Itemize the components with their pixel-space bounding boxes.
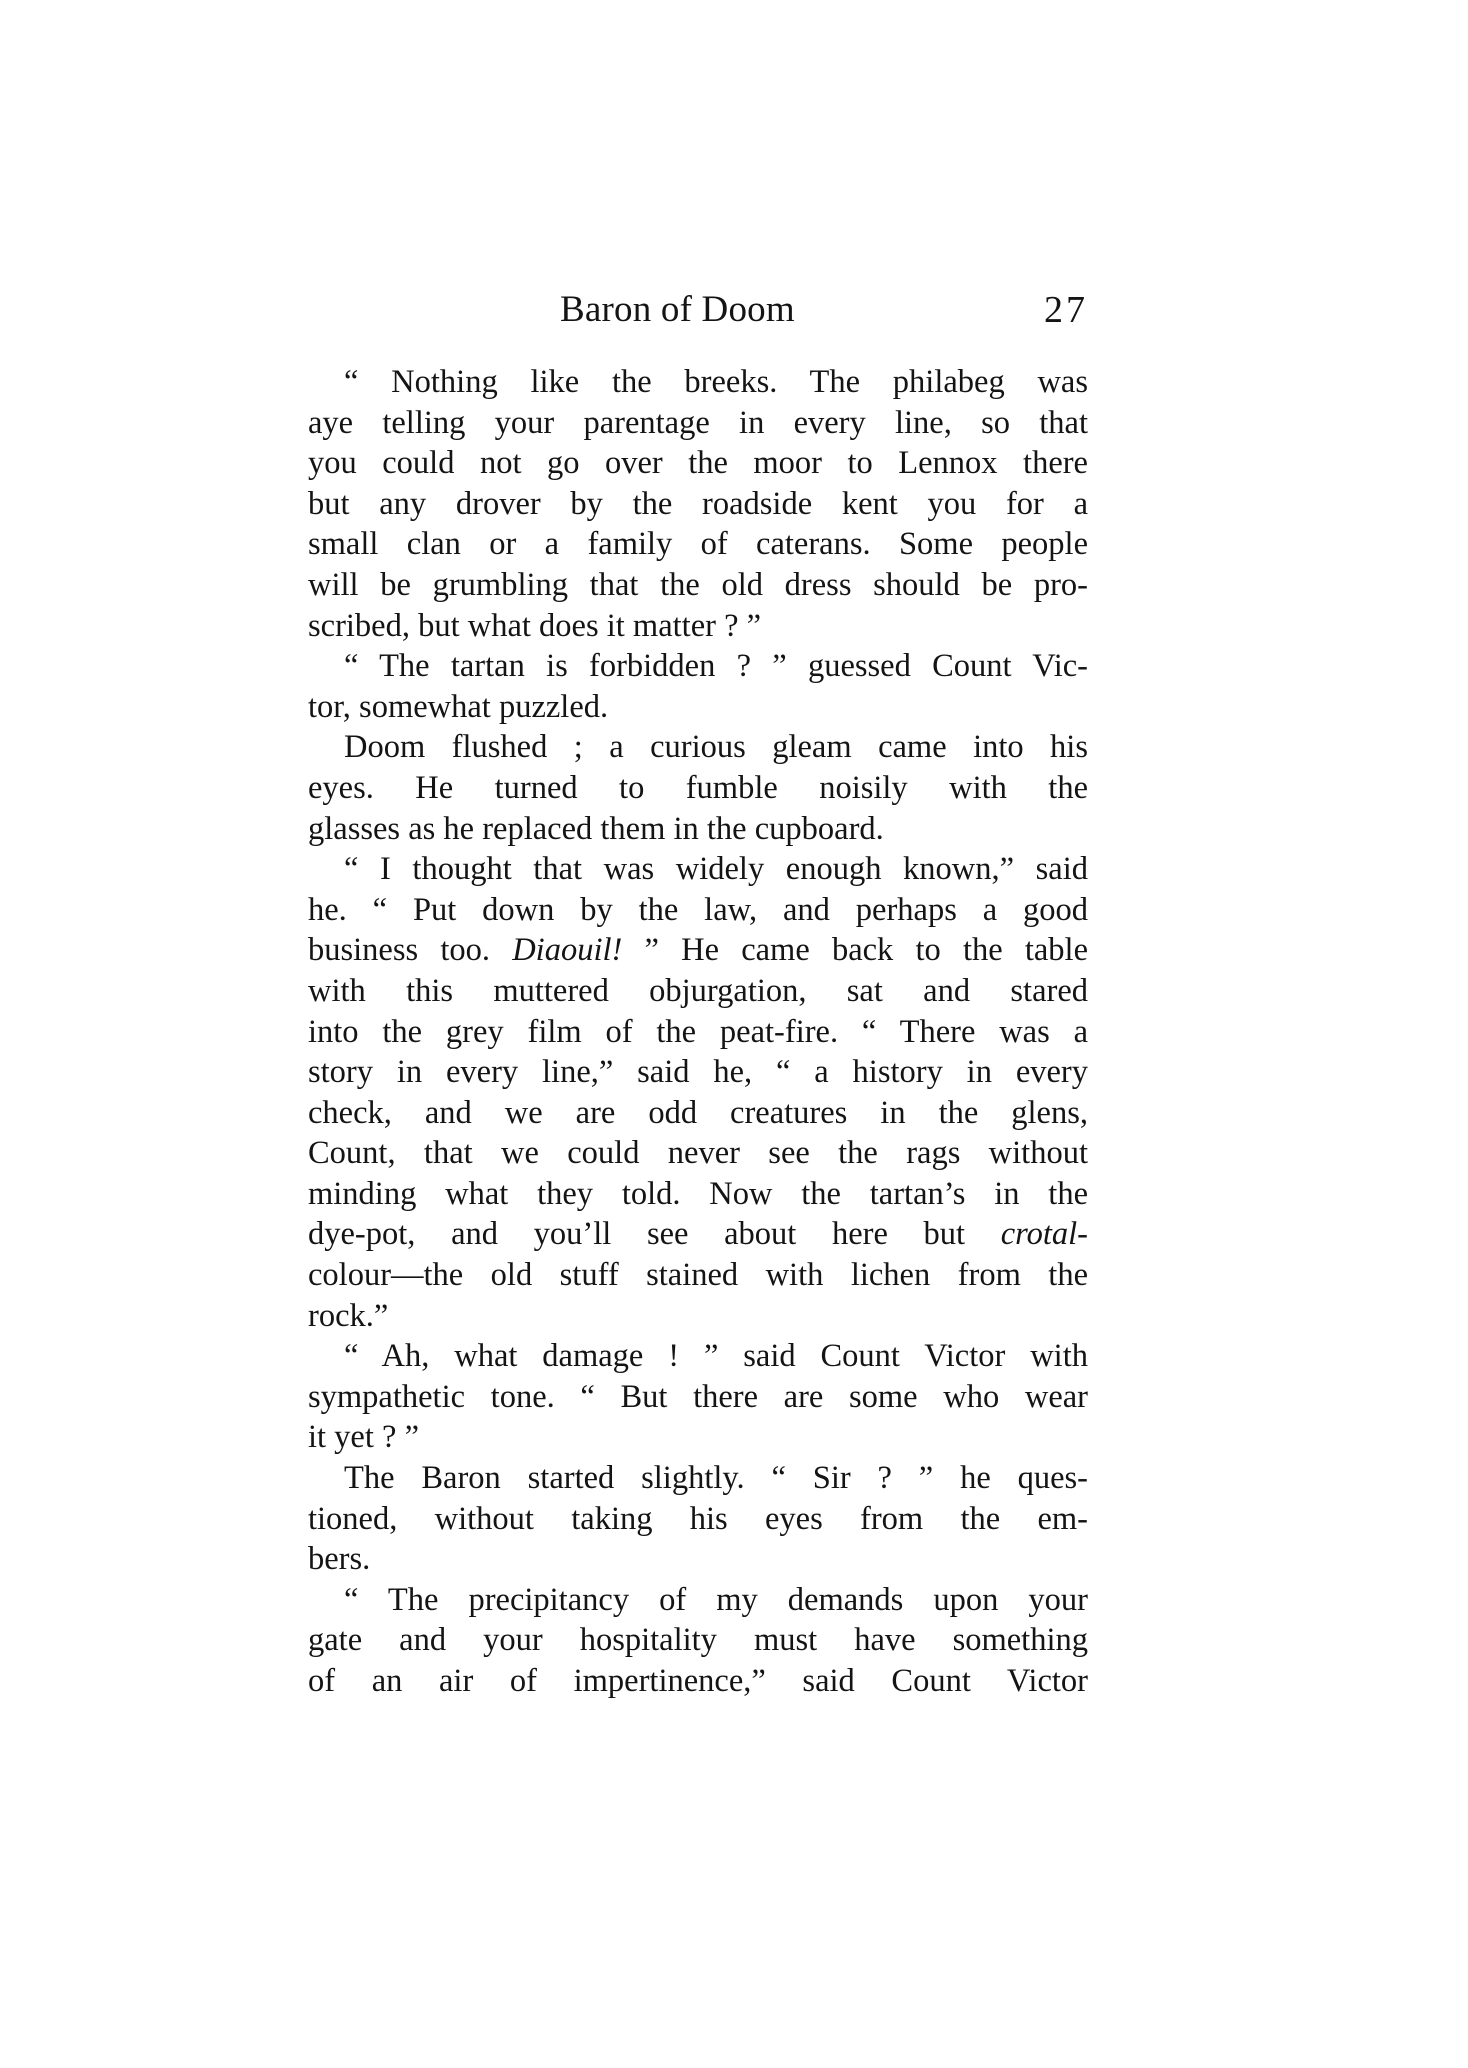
running-title: Baron of Doom: [560, 289, 795, 330]
paragraph: [308, 727, 1088, 849]
text-run: business too.: [308, 932, 513, 969]
text-line: tor, somewhat puzzled.: [308, 688, 609, 725]
text-line: [308, 930, 1088, 971]
text-line: minding what they told. Now the tartan’s in the: [308, 1175, 1088, 1212]
text-line: it yet ? ”: [308, 1419, 419, 1456]
text-line: aye telling your parentage in every line, so that: [308, 404, 1088, 441]
text-line: “ I thought that was widely enough known,” said: [344, 851, 1088, 888]
paragraph: [308, 646, 1088, 727]
text-line: check, and we are odd creatures in the glens,: [308, 1094, 1088, 1131]
text-line: tioned, without taking his eyes from the em-: [308, 1500, 1088, 1537]
text-line: “ Nothing like the breeks. The philabeg was: [344, 364, 1088, 400]
paragraph: [308, 849, 1088, 1336]
text-line: rock.”: [308, 1297, 389, 1334]
text-line: [308, 1214, 1088, 1255]
paragraph: [308, 1580, 1088, 1702]
paragraph: [308, 362, 1088, 646]
paragraph: [308, 1336, 1088, 1458]
text-line: colour—the old stuff stained with lichen from the: [308, 1257, 1088, 1294]
text-line: eyes. He turned to fumble noisily with the: [308, 769, 1088, 806]
paragraph: [308, 1458, 1088, 1580]
text-line: you could not go over the moor to Lennox there: [308, 445, 1088, 482]
text-line: with this muttered objurgation, sat and stared: [308, 972, 1088, 1009]
text-line: “ The precipitancy of my demands upon your: [344, 1581, 1088, 1618]
text-line: will be grumbling that the old dress should be pro-: [308, 566, 1088, 603]
text-line: gate and your hospitality must have something: [308, 1622, 1088, 1659]
text-line: glasses as he replaced them in the cupboard.: [308, 810, 884, 847]
text-line: Doom flushed ; a curious gleam came into his: [344, 729, 1088, 766]
text-line: into the grey film of the peat-fire. “ There was a: [308, 1013, 1088, 1050]
body-text: [308, 362, 1088, 1702]
text-run: dye-pot, and you’ll see about here but: [308, 1216, 1001, 1253]
text-line: but any drover by the roadside kent you for a: [308, 485, 1088, 522]
text-line: sympathetic tone. “ But there are some who wear: [308, 1378, 1088, 1415]
text-line: story in every line,” said he, “ a history in every: [308, 1054, 1088, 1091]
running-head: [308, 280, 1088, 340]
page-number: 27: [1044, 289, 1088, 331]
text-line: small clan or a family of caterans. Some people: [308, 526, 1088, 563]
text-line: he. “ Put down by the law, and perhaps a good: [308, 891, 1088, 928]
text-line: Count, that we could never see the rags without: [308, 1135, 1088, 1172]
italic-word: Diaouil!: [512, 932, 623, 969]
text-run: ” He came back to the table: [622, 932, 1088, 969]
text-line: of an air of impertinence,” said Count Victor: [308, 1663, 1088, 1699]
text-line: bers.: [308, 1541, 371, 1578]
text-line: “ The tartan is forbidden ? ” guessed Count Vic-: [344, 648, 1088, 685]
text-line: The Baron started slightly. “ Sir ? ” he ques-: [344, 1460, 1088, 1497]
text-line: scribed, but what does it matter ? ”: [308, 607, 762, 644]
text-line: “ Ah, what damage ! ” said Count Victor with: [344, 1338, 1088, 1375]
italic-word: crotal-: [1000, 1216, 1088, 1253]
